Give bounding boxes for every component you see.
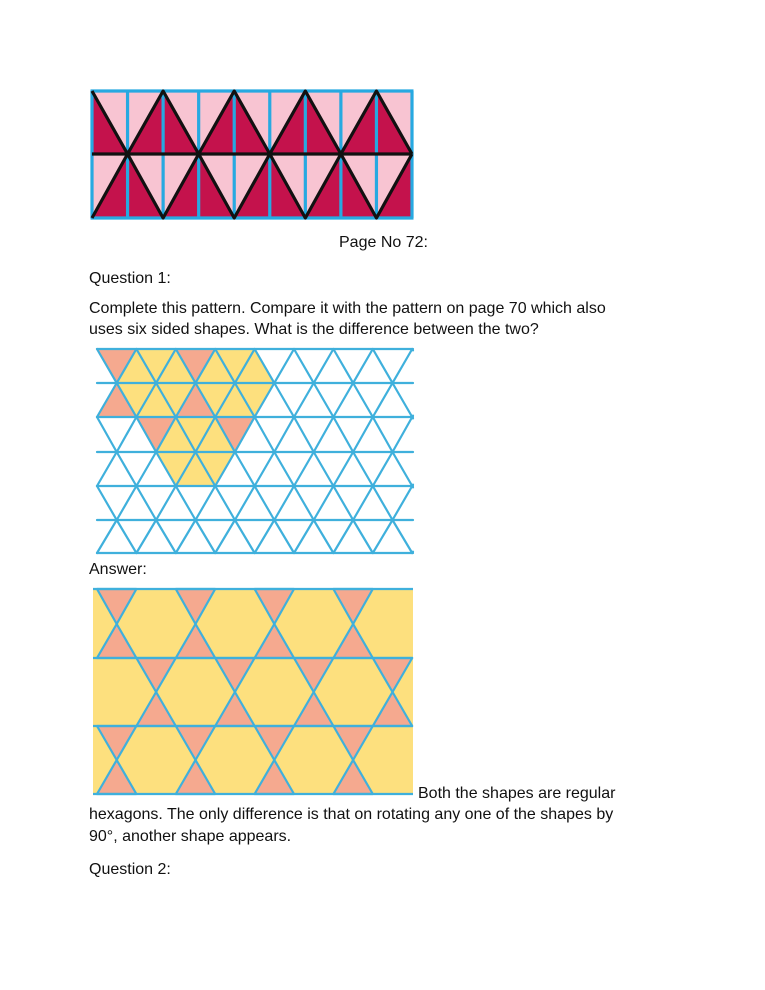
question-1-prompt-line-1: Complete this pattern. Compare it with the pattern on page 70 which also	[89, 300, 606, 317]
hexagon-pattern-answer-figure	[90, 583, 420, 800]
question-1-label: Question 1:	[89, 270, 171, 287]
answer-label: Answer:	[89, 561, 147, 578]
page-heading: Page No 72:	[339, 234, 428, 251]
answer-text-line-3: 90°, another shape appears.	[89, 828, 292, 845]
question-1-prompt-line-2: uses six sided shapes. What is the difference between the two?	[89, 321, 539, 338]
answer-text-line-2: hexagons. The only difference is that on rotating any one of the shapes by	[89, 806, 614, 823]
question-2-label: Question 2:	[89, 861, 171, 878]
answer-text-line-1: Both the shapes are regular	[418, 785, 616, 802]
triangle-strip-pattern-figure	[88, 87, 418, 223]
hexagon-grid-question-figure	[90, 342, 420, 560]
